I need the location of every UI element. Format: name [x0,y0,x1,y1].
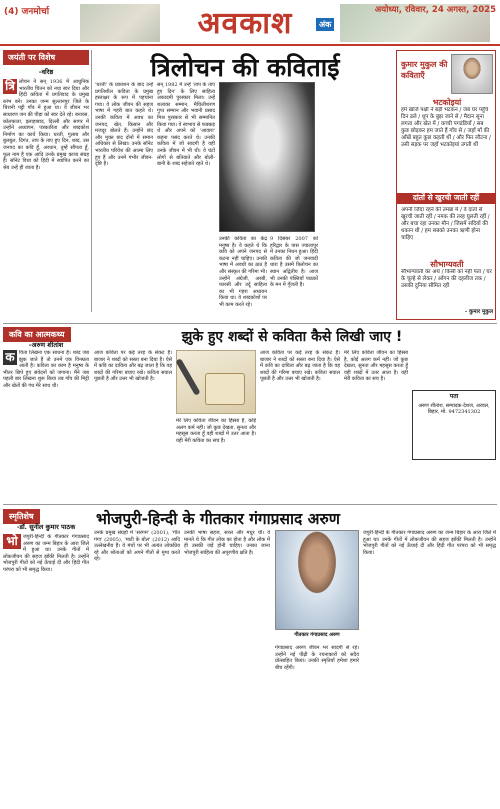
article2-column-a [3,350,89,500]
article3-drop-cap: भो [3,534,21,549]
quill-feather-icon [175,358,200,396]
article2-column-b: आज कविता पर कई तरह के संकट हैं। बाजार ने शब्दों को सस्ता बना दिया है। ऐसे में कवि का दायित्व और बढ़ जाता है कि वह शब्दों की गरिमा बचाए रखे। कविता सवाल पूछती है और उत्तर भी खोजती है। [94,350,172,383]
feature-headline: त्रिलोचन की कविताई [150,53,340,82]
feature-column-a: 'धरती' के प्रकाशन के बाद उन्हें प्रगतिशील कविता के प्रमुख हस्ताक्षर के रूप में पहचाना गया। वे लोक जीवन की सहज भाषा में गहरी बात कहते थे। उनकी कविता में अवध का जनपद, खेत, किसान और मजदूर बोलते हैं। उन्होंने छंद और मुक्त छंद दोनों में समान अधिकार से लिखा। उनके सॉनेट भारतीय परिवेश की आत्मा लिए हुए हैं और उनमें गंभीर जीवन-दृष्टि है। [95,82,153,168]
page-label: (4) जनमोर्चा [4,7,50,17]
poet-portrait [219,82,315,232]
article2-column-c: मेरे लिए कविता जीवन का हिस्सा है, कोई अलग कर्म नहीं। जो कुछ देखता, सुनता और महसूस करता हूँ वही शब्दों में उतर आता है। यही मेरी कविता का सच है। [176,418,256,444]
masthead [0,0,500,46]
article3-headline: भोजपुरी-हिन्दी के गीतकार गंगाप्रसाद अरुण [96,510,340,528]
left-column-body [3,79,89,171]
poem1-title: भटकोइयां [432,98,462,107]
feature-column-d: 9 दिसंबर 2007 को हरिद्वार के पास ज्वालापुर में उनका निधन हुआ। हिंदी कविता की जो जनवादी धारा है उसमें त्रिलोचन का स्थान अद्वितीय है। आज भी उनकी पंक्तियाँ पाठकों के मन में गूँजती हैं। [270,236,318,289]
left-column-text: लोचन ने सन् 1936 में आधुनिक भारतीय चिंतन को नया स्वर दिया और हिंदी कविता में प्रगतिवाद के प्रमुख स्तंभ बने। उनका जन्म सुल्तानपुर जिले के चिरानी पट्टी गाँव में हुआ था। वे जीवन भर साधारण जन की पीड़ा को स्वर देते रहे। बनारस, कोलकाता, इलाहाबाद, दिल्ली और सागर में उन्होंने अध्यापन, पत्रकारिता और शब्दकोश निर्माण का कार्य किया। धरती, गुलाब और बुलबुल, दिगंत, ताप के ताए हुए दिन, शब्द, उस जनपद का कवि हूँ, अरधान, तुम्हें सौंपता हूँ, फूल नाम है एक आदि उनके प्रमुख काव्य संग्रह हैं। सॉनेट विधा को हिंदी में स्थापित करने का श्रेय उन्हें ही जाता है। [3,79,89,171]
scroll-icon [205,373,245,405]
article2-byline: -अरुण शीतांश [28,341,64,349]
article2-drop-cap: क [3,350,17,365]
left-column [3,50,89,312]
article3-column-e: जपुरी-हिन्दी के गीतकार गंगाप्रसाद अरुण का जन्म बिहार के आरा जिले में हुआ था। उनके गीतों में लोकजीवन की सहज झाँकी मिलती है। उन्होंने भोजपुरी गीतों को नई ऊँचाई दी और हिंदी गीत परंपरा को भी समृद्ध किया। [363,530,496,556]
article3-section: स्मृतिशेष [3,509,40,524]
article3-column-a [3,534,89,804]
dateline: अयोध्या, रविवार, 24 अगस्त, 2025 [374,5,496,15]
article2-column-e: मेरे लिए कविता जीवन का हिस्सा है, कोई अलग कर्म नहीं। जो कुछ देखता, सुनता और महसूस करता हूँ वही शब्दों में उतर आता है। यही मेरी कविता का सच है। [344,350,408,383]
article2-section: कवि का आत्मकथ्य [3,327,71,342]
article3-text-a: जपुरी-हिन्दी के गीतकार गंगाप्रसाद अरुण का जन्म बिहार के आरा जिले में हुआ था। उनके गीतों में लोकजीवन की सहज झाँकी मिलती है। उन्होंने भोजपुरी गीतों को नई ऊँचाई दी और हिंदी गीत परंपरा को भी समृद्ध किया। [3,534,89,573]
masthead-photo-left [80,4,160,42]
poem1-text: हमें खोजे पक्षी ने बड़ी भटकन / जब घर पहुँचे दिन ढले / धूप के बुझ जाने से / मैदान सूना लगता और खेत में / कच्ची पगडंडियाँ / सब कुछ छोड़कर हम जाते हैं गाँव से / जहाँ माँ की आँखें बहुत कुछ कहती थीं / और फिर लौटना / उसी सड़क पर जहाँ भटकोइयां उगती थीं [401,107,491,149]
article3-column-c: उनकी भाषा सहज, सरल और मधुर थी। वे मानते थे कि गीत लोक का होता है और लोक में ही उसकी जड़ें होनी चाहिए। उनका जाना भोजपुरी साहित्य की अपूरणीय क्षति है। [184,530,270,556]
contact-title: पता [449,393,459,400]
section-badge: अंक [316,18,334,31]
article2-headline: झुके हुए शब्दों से कविता कैसे लिखी जाए ! [181,329,403,345]
contact-text: अरुण शीतांश, सम्पादक-देशज, अरवल, बिहार, मो. 9472341302 [418,402,490,415]
section-heading: जयंती पर विशेष [3,50,89,65]
drop-cap: त्रि [3,79,17,94]
poem-box [396,50,496,320]
section-divider [3,323,497,324]
contact-box [412,390,496,460]
gangaprasad-photo [275,530,359,630]
quill-illustration [176,350,256,414]
poem2-title: दांतों से खुरची जाती रहीं [397,193,495,204]
feature-column-b: सन् 1982 में उन्हें 'ताप के ताए हुए दिन' के लिए साहित्य अकादमी पुरस्कार मिला। उन्हें शलाका सम्मान, मैथिलीशरण गुप्त सम्मान और भवानी प्रसाद मिश्र पुरस्कार से भी सम्मानित किया गया। वे स्वभाव से फक्कड़ थे और अपने को 'आवारा' कहना पसंद करते थे। उनकी कविता में जो सादगी है वही उनके जीवन में भी थी। वे घंटों लोगों से बतियाते और बोली-बानी के शब्द सहेजते रहते थे। [157,82,215,168]
poet-photo [451,54,493,94]
feature-column-c: उनकी कविता का केंद्र मनुष्य है। वे कहते थे कि कवि को अपने जनपद से कटना नहीं चाहिए। उनकी भाषा में अवधी का ठाठ है और संस्कृत की गरिमा भी। उन्होंने अंग्रेजी, अरबी, फारसी और उर्दू साहित्य का भी गहरा अध्ययन किया था। वे शब्दकोशों पर भी काम करते रहे। [219,236,267,308]
poem3-title: सौभाग्यवती [430,260,464,269]
article3-column-b: उनके प्रमुख संग्रहों में 'सरगम' (2001), 'गीत गंगा' (2005), 'माटी के बोल' (2012) आदि उल्लेखनीय हैं। वे मंचों पर भी अत्यंत लोकप्रिय रहे और श्रोताओं को अपने गीतों से मुग्ध करते रहे। [94,530,180,563]
article2-column-d: आज कविता पर कई तरह के संकट हैं। बाजार ने शब्दों को सस्ता बना दिया है। ऐसे में कवि का दायित्व और बढ़ जाता है कि वह शब्दों की गरिमा बचाए रखे। कविता सवाल पूछती है और उत्तर भी खोजती है। [260,350,340,383]
column-divider [91,50,92,312]
article3-column-d: गंगाप्रसाद अरुण जीवन भर सादगी से रहे। उन्होंने नई पीढ़ी के रचनाकारों को सदैव प्रोत्साहित किया। उनकी स्मृतियाँ हमेशा हमारे बीच रहेंगी। [275,645,359,671]
poem-author: कुमार मुकुल की कविताएँ [401,60,448,80]
poem3-text: सौभाग्यवती का अर्थ / किसी को नहीं पता / घर के चूल्हे से लेकर / आँगन की दहलीज तक / उसकी दुनिया सीमित रही [401,269,492,290]
section-divider-2 [3,504,497,505]
subsection-label: -वरिष्ठ [38,68,54,76]
article3-byline: -डॉ. सुनील कुमार पाठक [16,523,76,531]
article2-text-a: विता लिखना एक साधना है। शब्द जब झुक जाते हैं तो उनमें एक विनम्रता आती है। कविता का काम है मनुष्य के भीतर छिपे हुए संवेदनों को जगाना। मैंने जब पहली बार लिखना शुरू किया तब गाँव की मिट्टी और खेतों की गंध मेरे साथ थी। [3,350,89,389]
photo-caption: गीतकार गंगाप्रसाद अरुण [294,632,340,638]
newspaper-title: अवकाश [197,6,293,41]
poem-credit: - कुमार मुकुल [465,309,493,315]
poem2-text: अपनी जिंदा रहने की तमन्ना में / वे दांतों से खुरची जाती रहीं / नमक की तरह घुलती रहीं / और बचा रहा उनका मौन / जिसमें सदियों की थकान थी / हम सबको उनका ऋणी होना चाहिए [401,207,490,242]
